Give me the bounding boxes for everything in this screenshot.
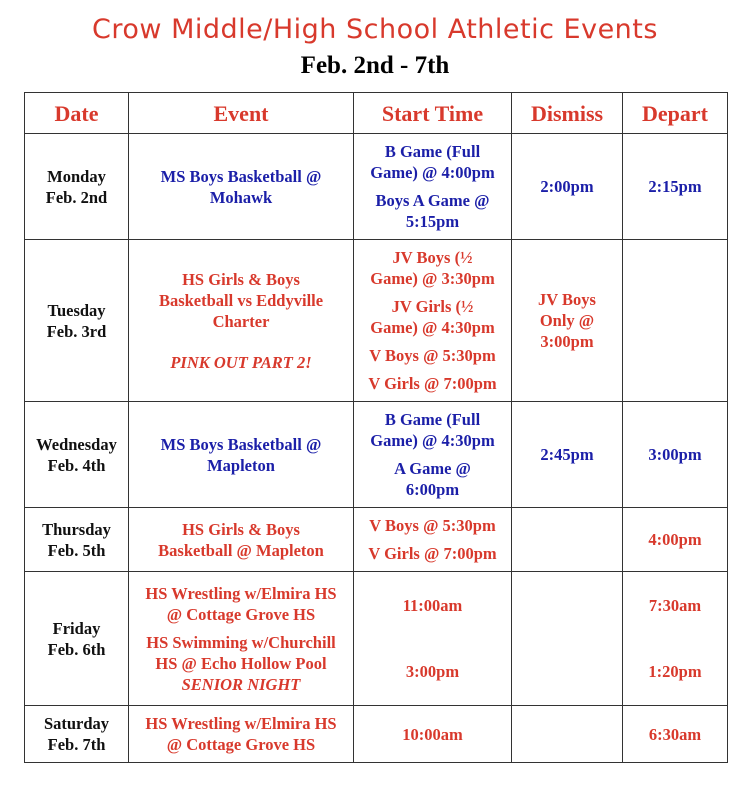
event-name: MS Boys Basketball @ Mapleton	[160, 434, 322, 475]
table-row	[25, 572, 728, 706]
event-name: HS Swimming w/Churchill HS @ Echo Hollow Pool	[146, 632, 336, 673]
date-cell: Wednesday Feb. 4th	[25, 402, 129, 508]
event-cell	[129, 134, 354, 240]
start-time: 10:00am	[402, 724, 463, 744]
event-cell	[129, 572, 354, 706]
start-time-cell	[354, 572, 512, 706]
table-row	[25, 402, 728, 508]
event-cell	[129, 402, 354, 508]
dismiss-cell: JV Boys Only @ 3:00pm	[512, 240, 623, 402]
start-time: JV Boys (½ Game) @ 3:30pm	[370, 248, 495, 288]
date-cell: Saturday Feb. 7th	[25, 706, 129, 763]
event-cell	[129, 706, 354, 763]
header-date: Date	[25, 93, 129, 134]
dismiss-cell	[512, 508, 623, 572]
event-cell	[129, 240, 354, 402]
start-time: 11:00am	[402, 596, 463, 615]
depart-time: 3:00pm	[648, 445, 702, 464]
table-row	[25, 706, 728, 763]
start-time-cell	[354, 706, 512, 763]
date-cell: Tuesday Feb. 3rd	[25, 240, 129, 402]
start-time-cell	[354, 508, 512, 572]
depart-time: 2:15pm	[648, 177, 702, 196]
table-row	[25, 240, 728, 402]
date-cell: Thursday Feb. 5th	[25, 508, 129, 572]
depart-time: 4:00pm	[648, 530, 702, 549]
table-row	[25, 134, 728, 240]
events-table	[24, 92, 728, 763]
depart-time: 6:30am	[648, 724, 702, 744]
start-time: B Game (Full Game) @ 4:00pm	[370, 142, 495, 182]
header-row	[25, 93, 728, 134]
depart-cell	[623, 508, 728, 572]
start-time-cell	[354, 402, 512, 508]
start-time: JV Girls (½ Game) @ 4:30pm	[370, 297, 495, 337]
dismiss-cell	[512, 706, 623, 763]
start-time: V Boys @ 5:30pm	[369, 346, 496, 365]
start-time-cell	[354, 134, 512, 240]
dismiss-cell: 2:45pm	[512, 402, 623, 508]
start-time: V Girls @ 7:00pm	[368, 374, 497, 393]
event-name: HS Wrestling w/Elmira HS @ Cottage Grove HS	[145, 714, 337, 754]
header-dismiss: Dismiss	[512, 93, 623, 134]
dismiss-cell	[512, 572, 623, 706]
start-time: B Game (Full Game) @ 4:30pm	[370, 410, 495, 450]
start-time: A Game @ 6:00pm	[394, 459, 471, 499]
event-name: MS Boys Basketball @ Mohawk	[160, 166, 322, 207]
depart-cell	[623, 706, 728, 763]
table-row	[25, 508, 728, 572]
depart-cell	[623, 134, 728, 240]
depart-cell	[623, 402, 728, 508]
event-name: HS Girls & Boys Basketball @ Mapleton	[158, 519, 324, 560]
date-cell: Monday Feb. 2nd	[25, 134, 129, 240]
depart-cell	[623, 240, 728, 402]
start-time-cell	[354, 240, 512, 402]
event-name: HS Wrestling w/Elmira HS @ Cottage Grove HS	[145, 583, 337, 624]
event-note: PINK OUT PART 2!	[170, 352, 312, 372]
start-time: 3:00pm	[405, 662, 460, 681]
start-time: V Boys @ 5:30pm	[369, 516, 496, 535]
event-name: HS Girls & Boys Basketball vs Eddyville Charter	[158, 269, 324, 331]
header-event: Event	[129, 93, 354, 134]
event-note: SENIOR NIGHT	[181, 674, 301, 694]
date-cell: Friday Feb. 6th	[25, 572, 129, 706]
start-time: V Girls @ 7:00pm	[368, 544, 497, 563]
dismiss-cell: 2:00pm	[512, 134, 623, 240]
depart-time: 1:20pm	[648, 662, 702, 681]
start-time: Boys A Game @ 5:15pm	[375, 191, 490, 231]
date-range-subtitle: Feb. 2nd - 7th	[300, 52, 450, 79]
depart-cell	[623, 572, 728, 706]
event-cell	[129, 508, 354, 572]
page-title: Crow Middle/High School Athletic Events	[92, 14, 658, 45]
depart-time: 7:30am	[648, 596, 702, 615]
header-depart: Depart	[623, 93, 728, 134]
header-start-time: Start Time	[354, 93, 512, 134]
